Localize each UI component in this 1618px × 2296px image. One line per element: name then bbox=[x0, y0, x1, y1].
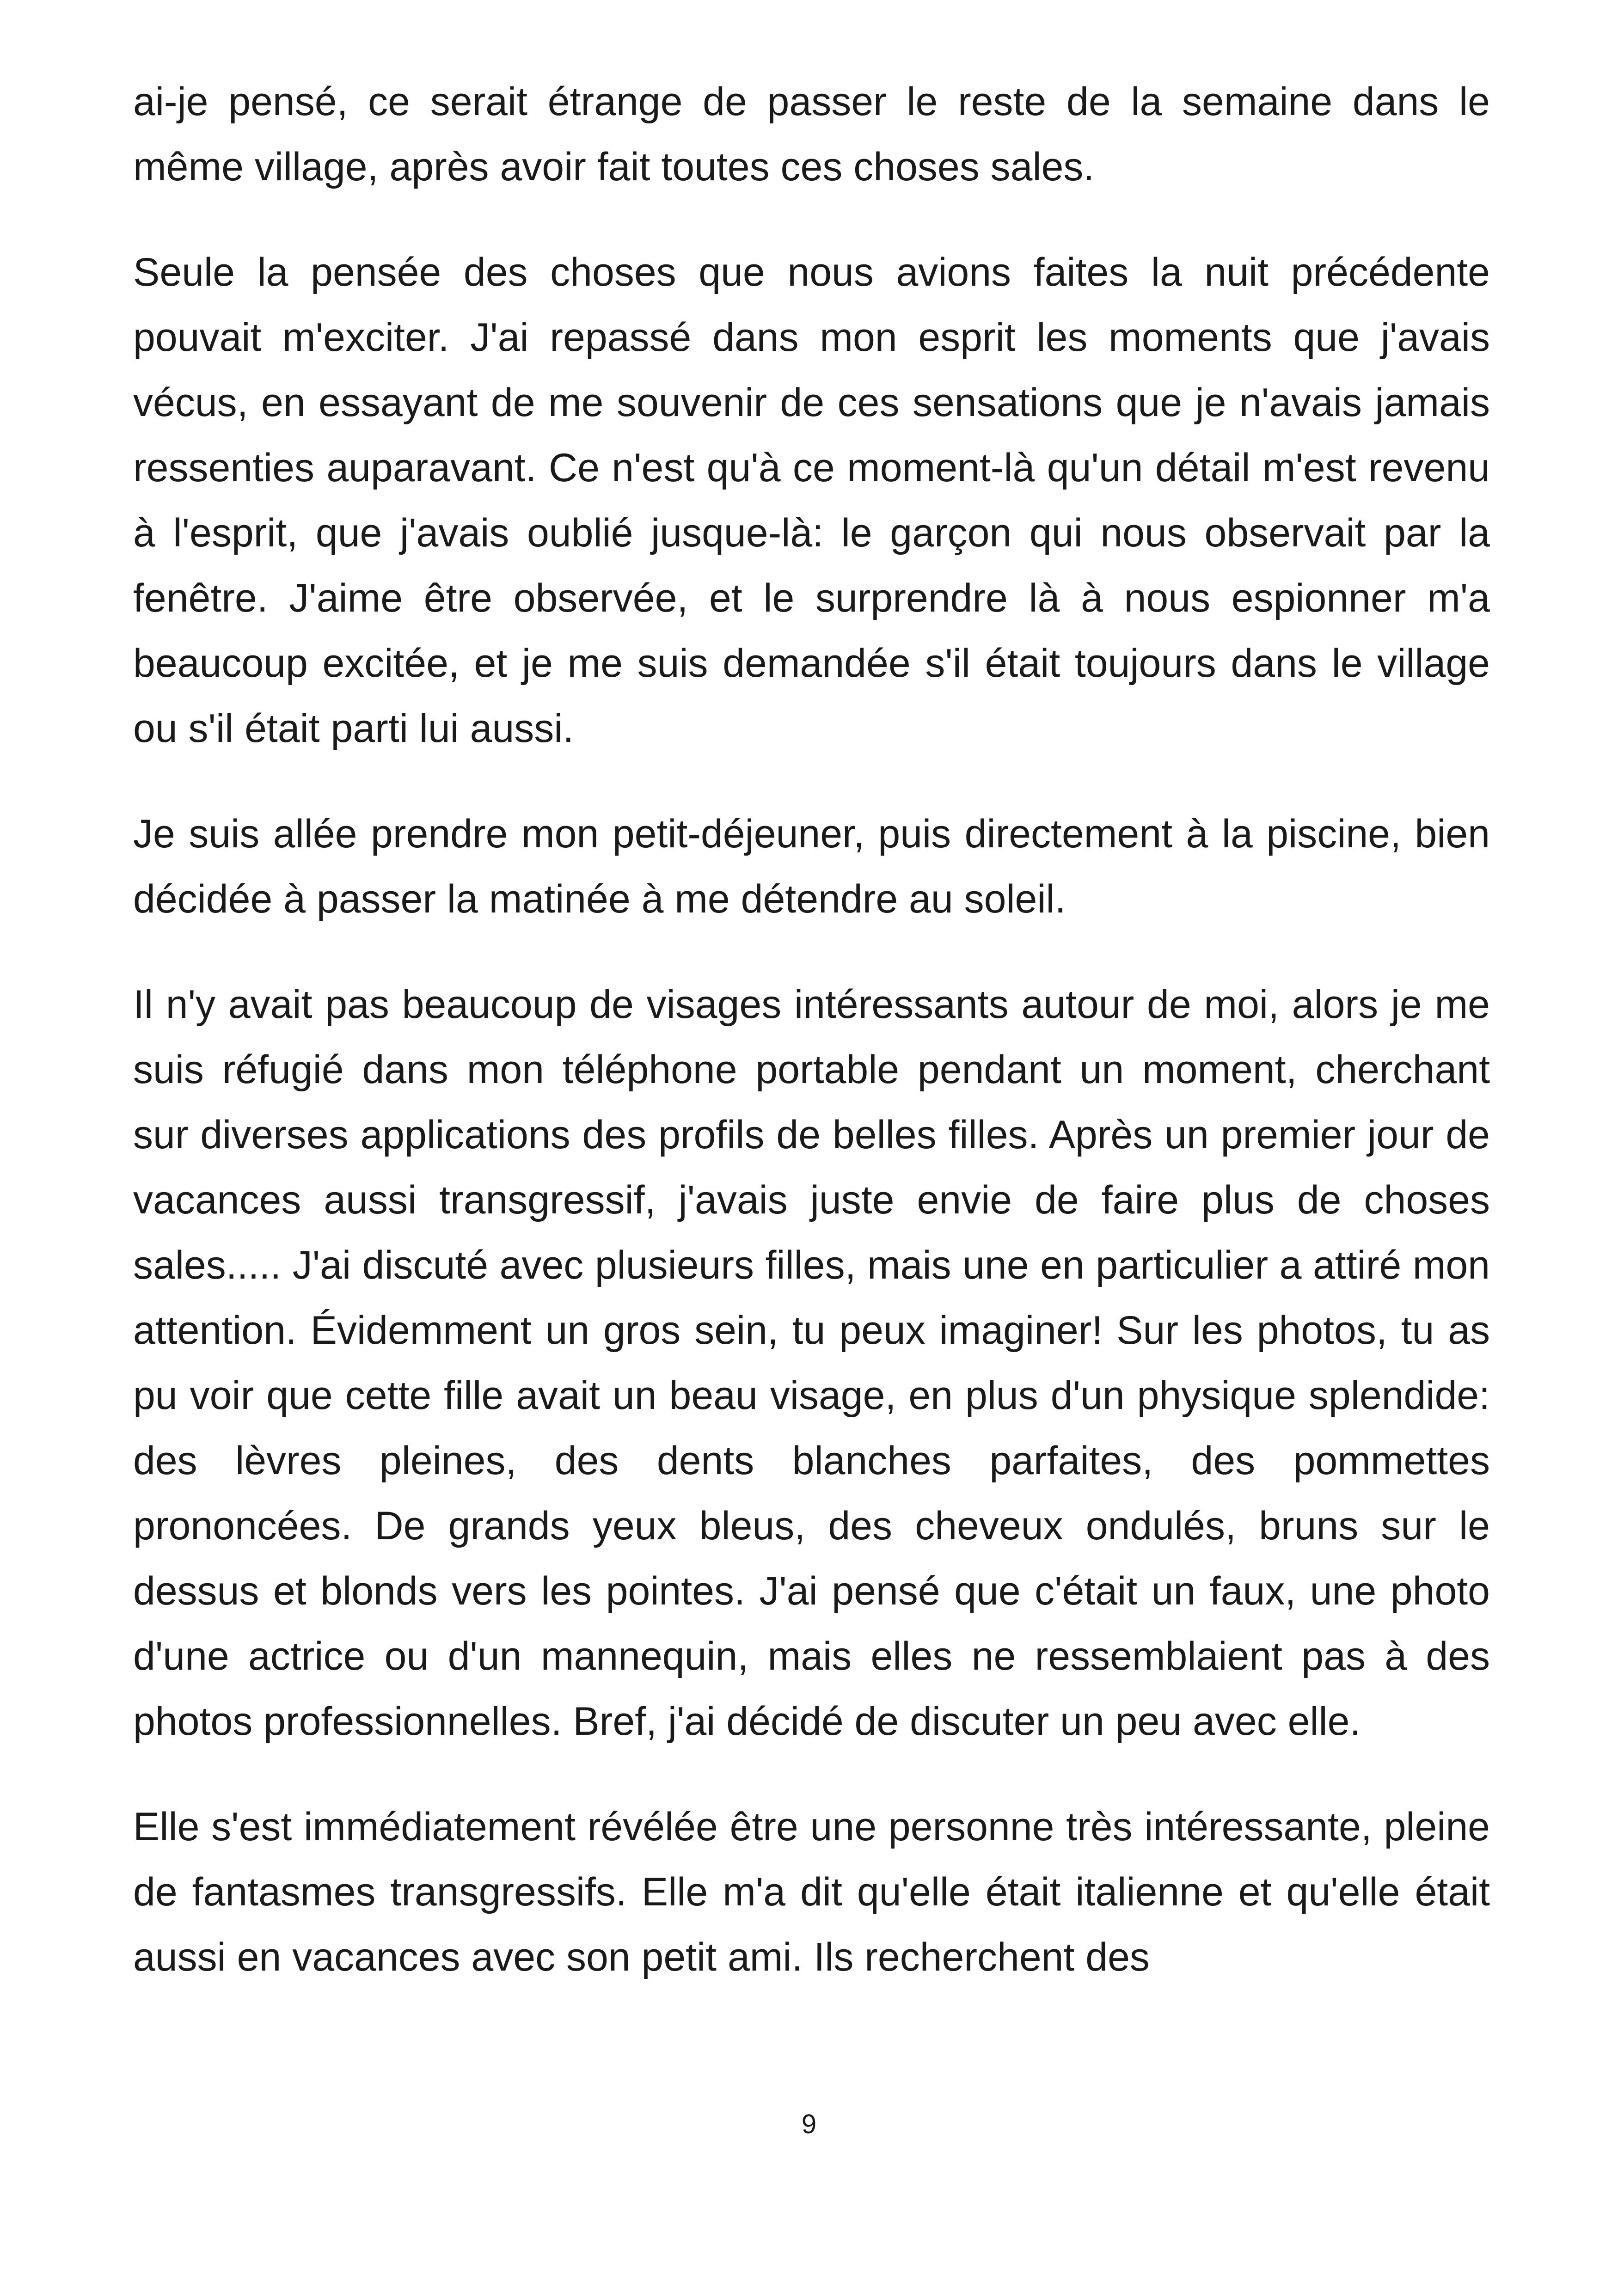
paragraph: Seule la pensée des choses que nous avions faites la nuit précédente pouvait m'exciter. J'ai repassé dans mon esprit les moments que j'avais vécus, en essayant de me souvenir de ces sensations que je n'avais jamais ressenties auparavant. Ce n'est qu'à ce moment-là qu'un détail m'est revenu à l'esprit, que j'avais oublié jusque-là: le garçon qui nous observait par la fenêtre. J'aime être observée, et le surprendre là à nous espionner m'a beaucoup excitée, et je me suis demandée s'il était toujours dans le village ou s'il était parti lui aussi. bbox=[133, 250, 1490, 751]
paragraph: Je suis allée prendre mon petit-déjeuner, puis directement à la piscine, bien décidée à passer la matinée à me détendre au soleil. bbox=[133, 812, 1490, 921]
paragraph: Elle s'est immédiatement révélée être une personne très intéressante, pleine de fantasmes transgressifs. Elle m'a dit qu'elle était italienne et qu'elle était aussi en vacances avec son petit ami. Ils recherchent des bbox=[133, 1805, 1490, 1979]
paragraph: ai-je pensé, ce serait étrange de passer le reste de la semaine dans le même village, après avoir fait toutes ces choses sales. bbox=[133, 80, 1490, 189]
page-number: 9 bbox=[801, 2109, 817, 2139]
body-text bbox=[133, 69, 1490, 1990]
paragraph: Il n'y avait pas beaucoup de visages intéressants autour de moi, alors je me suis réfugié dans mon téléphone portable pendant un moment, cherchant sur diverses applications des profils de belles filles. Après un premier jour de vacances aussi transgressif, j'avais juste envie de faire plus de choses sales..... J'ai discuté avec plusieurs filles, mais une en particulier a attiré mon attention. Évidemment un gros sein, tu peux imaginer! Sur les photos, tu as pu voir que cette fille avait un beau visage, en plus d'un physique splendide: des lèvres pleines, des dents blanches parfaites, des pommettes prononcées. De grands yeux bleus, des cheveux ondulés, bruns sur le dessus et blonds vers les pointes. J'ai pensé que c'était un faux, une photo d'une actrice ou d'un mannequin, mais elles ne ressemblaient pas à des photos professionnelles. Bref, j'ai décidé de discuter un peu avec elle. bbox=[133, 982, 1490, 1744]
